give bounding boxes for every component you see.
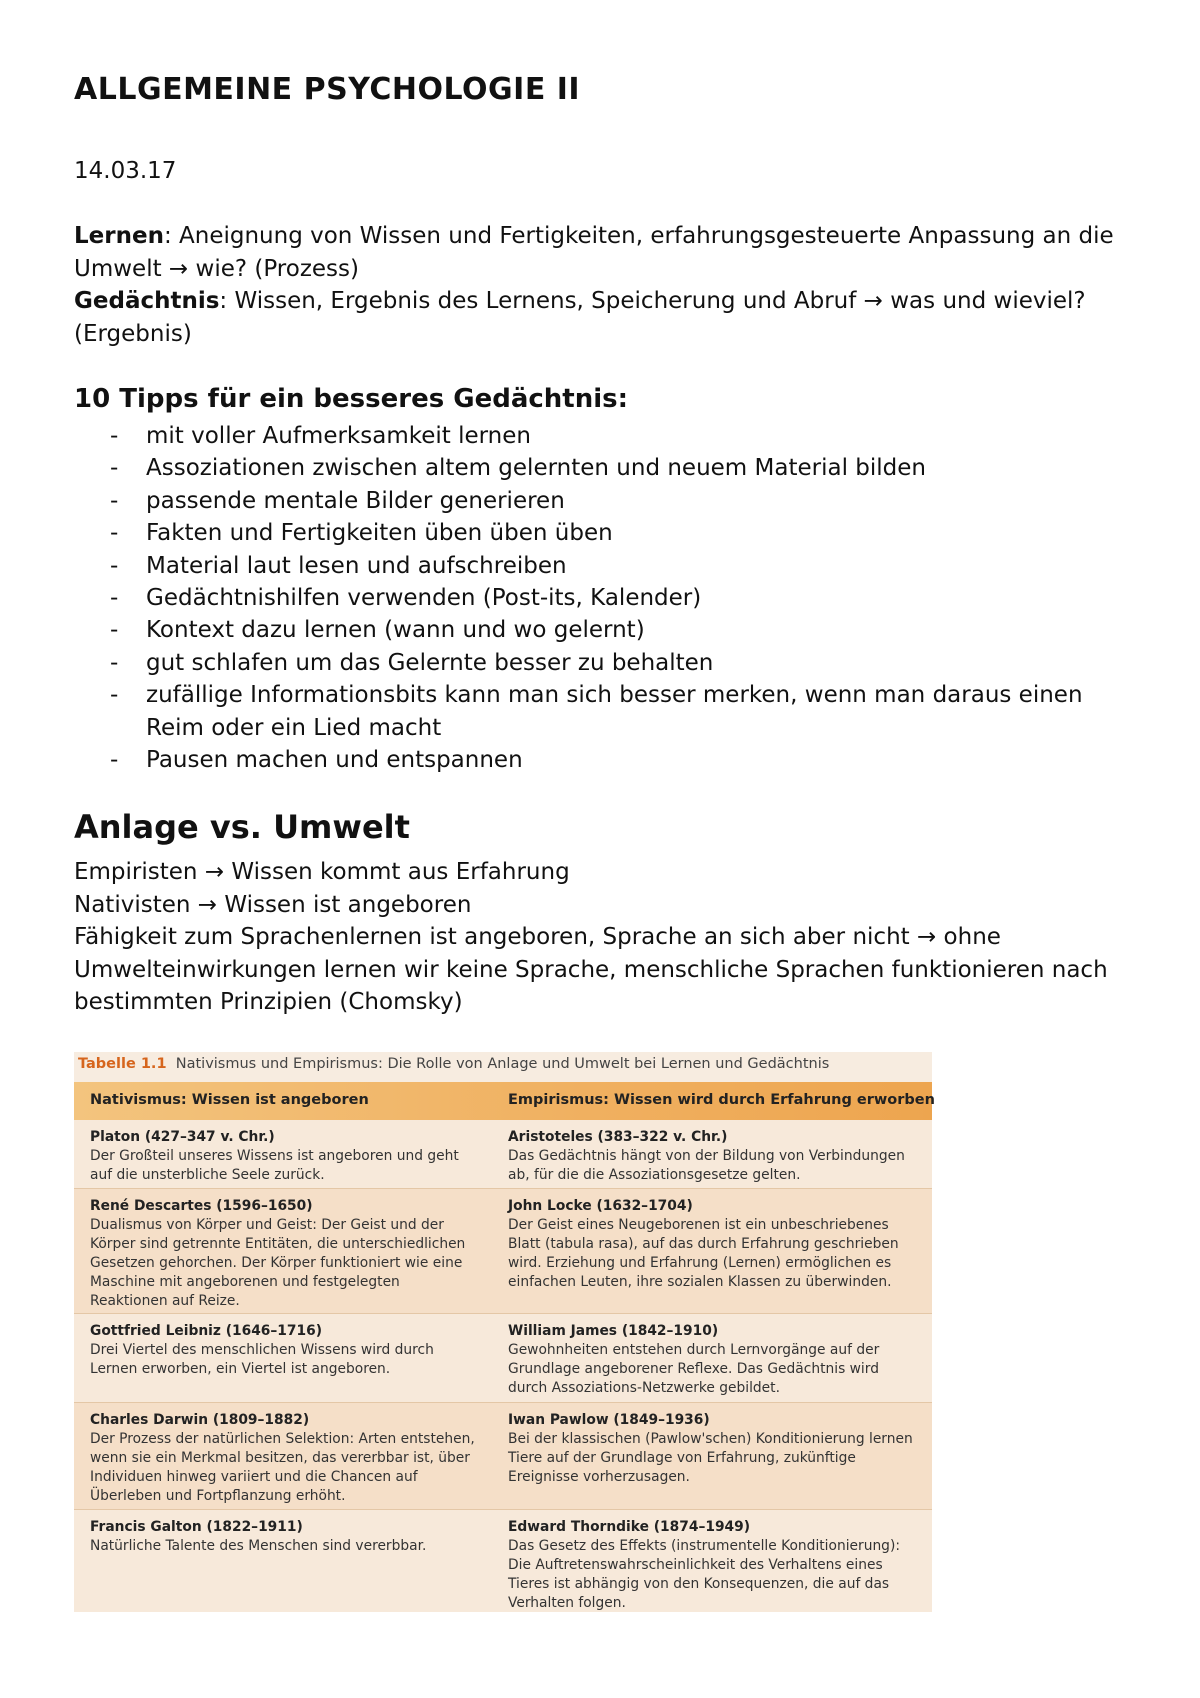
table-cell — [90, 1197, 480, 1311]
list-item — [74, 647, 1134, 679]
section-heading: Anlage vs. Umwelt — [74, 808, 410, 846]
table-cell — [90, 1518, 480, 1556]
cell-name: William James (1842–1910) — [508, 1323, 719, 1339]
list-item-text: zufällige Informationsbits kann man sich besser merken, wenn man daraus einen Reim oder ein Lied macht — [146, 682, 1083, 741]
definition-term: Lernen — [74, 223, 164, 249]
table-caption-number: Tabelle 1.1 — [78, 1056, 167, 1072]
definition-lernen — [74, 220, 1134, 285]
cell-desc: Das Gesetz des Effekts (instrumentelle Konditionierung): Die Auftretenswahrscheinlichkeit des Verhaltens eines Tieres ist abhängig von den Konsequenzen, die auf das Verhalten folgen. — [508, 1538, 900, 1611]
section-line: Nativisten → Wissen ist angeboren — [74, 891, 472, 918]
definition-term: Gedächtnis — [74, 288, 220, 314]
list-item — [74, 452, 1134, 484]
table-cell — [508, 1322, 920, 1398]
table-cell — [508, 1128, 920, 1185]
tips-list — [74, 420, 1134, 776]
list-item — [74, 550, 1134, 582]
bullet-dash: - — [110, 520, 119, 547]
cell-desc: Bei der klassischen (Pawlow'schen) Konditionierung lernen Tiere auf der Grundlage von Erfahrung, zukünftige Ereignisse vorherzusagen. — [508, 1431, 913, 1485]
cell-desc: Drei Viertel des menschlichen Wissens wird durch Lernen erworben, ein Viertel ist angeboren. — [90, 1342, 434, 1377]
bullet-dash: - — [110, 585, 119, 612]
list-item — [74, 679, 1134, 744]
table-caption-text: Nativismus und Empirismus: Die Rolle von Anlage und Umwelt bei Lernen und Gedächtnis — [175, 1056, 830, 1072]
section-line: Empiristen → Wissen kommt aus Erfahrung — [74, 859, 570, 885]
list-item-text: passende mentale Bilder generieren — [146, 487, 565, 514]
list-item — [74, 517, 1134, 549]
list-item-text: Kontext dazu lernen (wann und wo gelernt) — [146, 617, 645, 644]
list-item — [74, 582, 1134, 614]
table-caption — [78, 1056, 829, 1072]
list-item-text: Fakten und Fertigkeiten üben üben üben — [146, 520, 613, 547]
list-item-text: Gedächtnishilfen verwenden (Post-its, Kalender) — [146, 585, 702, 612]
list-item-text: mit voller Aufmerksamkeit lernen — [146, 423, 531, 449]
section-line: Fähigkeit zum Sprachenlernen ist angeboren, Sprache an sich aber nicht → ohne Umwelteinwirkungen lernen wir keine Sprache, menschliche Sprachen funktionieren nach bestimmten Prinzipien (Chomsky) — [74, 924, 1108, 1015]
table-header-right: Empirismus: Wissen wird durch Erfahrung erworben — [508, 1092, 935, 1108]
definition-gedaechtnis — [74, 285, 1134, 350]
list-item — [74, 744, 1134, 776]
cell-desc: Natürliche Talente des Menschen sind vererbbar. — [90, 1538, 427, 1554]
page-title: ALLGEMEINE PSYCHOLOGIE II — [74, 72, 581, 107]
bullet-dash: - — [110, 455, 119, 482]
table-header — [74, 1082, 935, 1120]
table-row — [74, 1403, 932, 1509]
cell-name: Aristoteles (383–322 v. Chr.) — [508, 1129, 728, 1145]
bullet-dash: - — [110, 487, 119, 514]
cell-desc: Der Geist eines Neugeborenen ist ein unbeschriebenes Blatt (tabula rasa), auf das durch Erfahrung geschrieben wird. Erziehung und Erfahrung (Lernen) ermöglichen es einfachen Leuten, ihre sozialen Klassen zu überwinden. — [508, 1217, 899, 1290]
bullet-dash: - — [110, 552, 119, 579]
tips-heading: 10 Tipps für ein besseres Gedächtnis: — [74, 384, 629, 414]
cell-name: Francis Galton (1822–1911) — [90, 1519, 303, 1535]
date-line: 14.03.17 — [74, 158, 177, 184]
list-item-text: Pausen machen und entspannen — [146, 747, 523, 774]
cell-desc: Dualismus von Körper und Geist: Der Geist und der Körper sind getrennte Entitäten, die unterschiedlichen Gesetzen gehorchen. Der Körper funktioniert wie eine Maschine mit angeborenen und festgelegten Reaktionen auf Reize. — [90, 1217, 466, 1309]
cell-desc: Der Prozess der natürlichen Selektion: Arten entstehen, wenn sie ein Merkmal besitzen, das vererbbar ist, über Individuen hinweg variiert und die Chancen auf Überleben und Fortpflanzung erhöht. — [90, 1431, 475, 1504]
table-header-left: Nativismus: Wissen ist angeboren — [90, 1092, 369, 1108]
definitions — [74, 220, 1134, 350]
cell-name: Iwan Pawlow (1849–1936) — [508, 1412, 710, 1428]
table-row — [74, 1189, 932, 1313]
definition-text: : Aneignung von Wissen und Fertigkeiten, erfahrungsgesteuerte Anpassung an die Umwelt → wie? (Prozess) — [74, 223, 1114, 282]
cell-name: Platon (427–347 v. Chr.) — [90, 1129, 275, 1145]
bullet-dash: - — [110, 649, 119, 676]
bullet-dash: - — [110, 423, 119, 449]
scanned-table — [74, 1052, 935, 1612]
table-cell — [508, 1518, 920, 1613]
bullet-dash: - — [110, 682, 119, 709]
cell-name: Gottfried Leibniz (1646–1716) — [90, 1323, 323, 1339]
list-item-text: gut schlafen um das Gelernte besser zu behalten — [146, 649, 714, 676]
table-cell — [508, 1411, 920, 1487]
cell-name: Charles Darwin (1809–1882) — [90, 1412, 310, 1428]
table-cell — [508, 1197, 920, 1292]
table-cell — [90, 1322, 480, 1379]
definition-text: : Wissen, Ergebnis des Lernens, Speicherung und Abruf → was und wieviel? (Ergebnis) — [74, 288, 1086, 347]
section-body — [74, 856, 1134, 1019]
table-row — [74, 1510, 932, 1612]
list-item — [74, 485, 1134, 517]
table-cell — [90, 1128, 480, 1185]
table-row — [74, 1120, 932, 1188]
list-item-text: Assoziationen zwischen altem gelernten und neuem Material bilden — [146, 455, 926, 482]
bullet-dash: - — [110, 747, 119, 774]
cell-name: Edward Thorndike (1874–1949) — [508, 1519, 751, 1535]
table-cell — [90, 1411, 480, 1506]
cell-name: René Descartes (1596–1650) — [90, 1198, 313, 1214]
table-row — [74, 1314, 932, 1402]
cell-desc: Das Gedächtnis hängt von der Bildung von Verbindungen ab, für die die Assoziationsgesetze gelten. — [508, 1148, 905, 1183]
cell-desc: Gewohnheiten entstehen durch Lernvorgänge auf der Grundlage angeborener Reflexe. Das Gedächtnis wird durch Assoziations-Netzwerke gebildet. — [508, 1342, 880, 1396]
list-item — [74, 614, 1134, 646]
cell-name: John Locke (1632–1704) — [508, 1198, 693, 1214]
list-item — [74, 420, 1134, 452]
bullet-dash: - — [110, 617, 119, 644]
cell-desc: Der Großteil unseres Wissens ist angeboren und geht auf die unsterbliche Seele zurück. — [90, 1148, 459, 1183]
list-item-text: Material laut lesen und aufschreiben — [146, 552, 567, 579]
